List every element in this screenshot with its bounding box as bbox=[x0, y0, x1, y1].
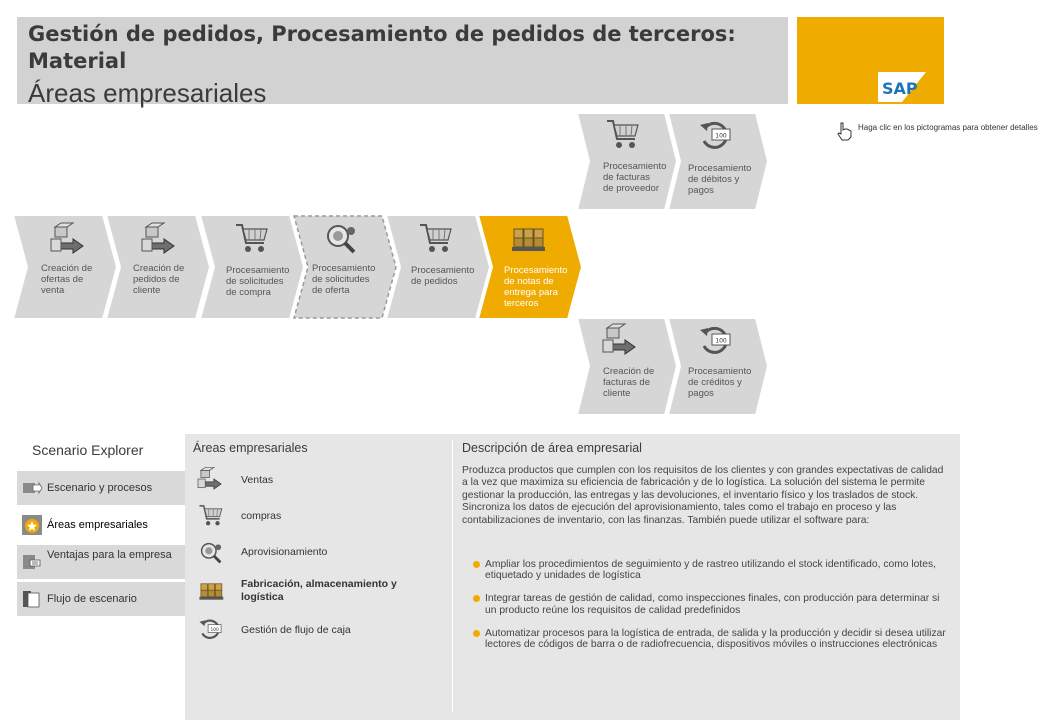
nav-label: Áreas empresariales bbox=[47, 519, 148, 531]
cart-icon bbox=[416, 221, 456, 257]
box-arrow-icon bbox=[140, 221, 180, 257]
nav-label: Escenario y procesos bbox=[47, 482, 153, 494]
area-label: compras bbox=[241, 510, 282, 522]
bullet-text: Automatizar procesos para la logística de entrada, de salida y la producción y decidir si desea utilizar lectores de códigos de barra o de radiofrecuencia, dispositivos móviles o instrucciones electrónicas bbox=[485, 627, 946, 651]
logo-text: SAP bbox=[882, 79, 918, 98]
box-arrow-icon bbox=[49, 221, 89, 257]
nav-item-benefits[interactable] bbox=[17, 545, 185, 579]
scenario-explorer-title: Scenario Explorer bbox=[32, 442, 144, 458]
bullet-item bbox=[473, 628, 951, 651]
bullet-text: Ampliar los procedimientos de seguimiento y de rastreo utilizando el stock identificado, como lotes, etiquetado y unidades de logística bbox=[485, 559, 937, 582]
box-arrow-icon bbox=[601, 322, 641, 358]
page-title: Gestión de pedidos, Procesamiento de pedidos de terceros: Material bbox=[28, 22, 736, 73]
box-arrow-icon bbox=[196, 466, 226, 492]
cart-icon bbox=[196, 503, 226, 529]
cart-icon bbox=[603, 117, 643, 153]
area-label: Ventas bbox=[241, 474, 274, 486]
bullet-text: Integrar tareas de gestión de calidad, como inspecciones finales, con producción para determinar si un producto reúne los requisitos de calidad predefinidos bbox=[485, 593, 940, 616]
process-step-5[interactable] bbox=[386, 215, 491, 319]
branch-top-step-2[interactable] bbox=[668, 113, 773, 217]
process-step-1[interactable] bbox=[13, 215, 118, 319]
sap-logo-icon bbox=[878, 72, 926, 102]
pallet-icon bbox=[508, 221, 548, 257]
process-step-label: Creación de pedidos de cliente bbox=[133, 263, 185, 296]
process-step-3[interactable] bbox=[200, 215, 305, 319]
panel-divider bbox=[452, 440, 453, 712]
bullet-item bbox=[473, 559, 951, 582]
process-step-label: Procesamiento de solicitudes de compra bbox=[226, 265, 290, 298]
branch-step-label: Creación de facturas de cliente bbox=[603, 366, 655, 399]
process-step-label: Creación de ofertas de venta bbox=[41, 263, 93, 296]
nav-item-business-areas[interactable] bbox=[17, 508, 185, 542]
area-label: Fabricación, almacenamiento y logística bbox=[241, 578, 397, 603]
branch-step-label: Procesamiento de créditos y pagos bbox=[688, 366, 752, 399]
money-cycle-icon bbox=[196, 616, 226, 642]
description-text: Produzca productos que cumplen con los requisitos de los clientes y con grandes expectativas de calidad a la vez que maximiza su eficiencia de fabricación y de lo logística. La solución del sistema le permite gestionar la producción, las entregas y las devoluciones, el inventario físico y los traslados de stock. Sincroniza los datos de ejecución del aprovisionamiento, tales como el trabajo en proceso y las contabilizaciones de inventario, con las finanzas. También puede utilizar el software para: bbox=[462, 465, 944, 526]
description-bullets bbox=[473, 559, 951, 662]
process-step-6-active[interactable] bbox=[478, 215, 583, 319]
nav-item-scenario[interactable] bbox=[17, 471, 185, 505]
nav-item-scenario-flow[interactable] bbox=[17, 582, 185, 616]
pallet-icon bbox=[196, 578, 226, 604]
branch-bottom-step-1[interactable] bbox=[577, 318, 682, 422]
document-icon bbox=[22, 589, 42, 609]
bullet-dot bbox=[473, 595, 480, 602]
bullet-dot bbox=[473, 561, 480, 568]
business-areas-title: Áreas empresariales bbox=[193, 441, 308, 455]
cart-icon bbox=[232, 221, 272, 257]
nav-label: Flujo de escenario bbox=[47, 593, 137, 605]
header-banner bbox=[17, 17, 788, 108]
area-label: Aprovisionamiento bbox=[241, 546, 328, 558]
description-title: Descripción de área empresarial bbox=[462, 441, 642, 455]
hint-text: Haga clic en los pictogramas para obtener detalles bbox=[858, 123, 1038, 132]
process-step-4[interactable] bbox=[293, 215, 398, 319]
process-step-label: Procesamiento de notas de entrega para terceros bbox=[504, 265, 568, 309]
process-step-label: Procesamiento de pedidos bbox=[411, 265, 475, 287]
nav-label: Ventajas para la empresa bbox=[47, 549, 172, 561]
money-cycle-icon bbox=[696, 322, 736, 358]
bullet-item bbox=[473, 593, 951, 616]
bullet-dot bbox=[473, 630, 480, 637]
flow-icon bbox=[22, 478, 42, 498]
page-subtitle: Áreas empresariales bbox=[28, 78, 267, 108]
magnifier-gear-icon bbox=[196, 540, 226, 566]
branch-top-step-1[interactable] bbox=[577, 113, 682, 217]
branch-step-label: Procesamiento de débitos y pagos bbox=[688, 163, 752, 196]
magnifier-gear-icon bbox=[321, 221, 361, 257]
branch-bottom-step-2[interactable] bbox=[668, 318, 773, 422]
benefits-icon bbox=[22, 552, 42, 572]
area-label: Gestión de flujo de caja bbox=[241, 624, 351, 636]
star-badge-icon bbox=[22, 515, 42, 535]
pointing-hand-icon bbox=[836, 121, 854, 141]
branch-step-label: Procesamiento de facturas de proveedor bbox=[603, 161, 667, 194]
money-cycle-icon bbox=[696, 117, 736, 153]
process-step-2[interactable] bbox=[106, 215, 211, 319]
process-step-label: Procesamiento de solicitudes de oferta bbox=[312, 263, 376, 296]
